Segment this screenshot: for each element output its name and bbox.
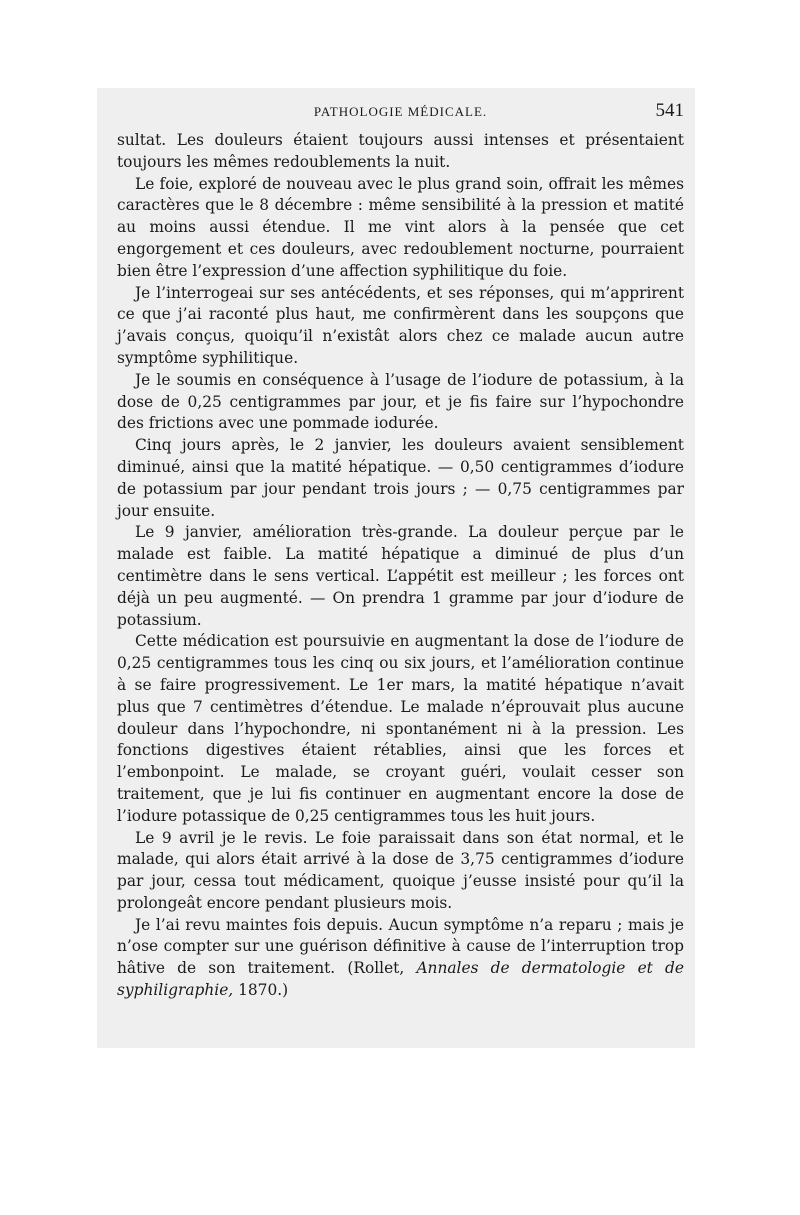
paragraph-conclusion [117,915,684,1002]
page-number: 541 [655,100,684,121]
paragraph-april-9: Le 9 avril je le revis. Le foie paraissait dans son état normal, et le malade, qui alors était arrivé à la dose de 3,75 centigrammes d’iodure par jour, cessa tout médicament, quoique j’eusse insisté pour qu’il la prolongeât encore pendant plusieurs mois. [117,828,684,912]
paragraph-treatment: Je le soumis en conséquence à l’usage de l’iodure de potassium, à la dose de 0,25 centigrammes par jour, et je fis faire sur l’hypochondre des frictions avec une pommade iodurée. [117,370,684,433]
paragraph-liver-exam: Le foie, exploré de nouveau avec le plus grand soin, offrait les mêmes caractères que le 8 décembre : même sensibilité à la pression et matité au moins aussi étendue. Il me vint alors à la pensée que cet engorgement et ces douleurs, avec redoublement nocturne, pourraient bien être l’expression d’une affection syphilitique du foie. [117,174,684,280]
paragraph-continuation: sultat. Les douleurs étaient toujours aussi intenses et présentaient toujours les mêmes redoublements la nuit. [117,131,684,171]
citation-title: Annales de dermatologie et de syphiligraphie, [117,959,685,1000]
paragraph-january-2: Cinq jours après, le 2 janvier, les douleurs avaient sensiblement diminué, ainsi que la matité hépatique. — 0,50 centigrammes d’iodure de potassium par jour pendant trois jours ; — 0,75 centigrammes par jour ensuite. [117,436,684,520]
paragraph-january-9: Le 9 janvier, amélioration très-grande. La douleur perçue par le malade est faible. La matité hépatique a diminué de plus d’un centimètre dans le sens vertical. L’appétit est meilleur ; les forces ont déjà un peu augmenté. — On prendra 1 gramme par jour d’iodure de potassium. [117,523,684,629]
citation-year: 1870.) [233,981,289,1000]
page-header [117,100,684,124]
running-title: PATHOLOGIE MÉDICALE. [313,104,488,119]
paragraph-progress: Cette médication est poursuivie en augmentant la dose de l’iodure de 0,25 centigrammes tous les cinq ou six jours, et l’amélioration continue à se faire progressivement. Le 1er mars, la matité hépatique n’avait plus que 7 centimètres d’étendue. Le malade n’éprouvait plus aucune douleur dans l’hypochondre, ni spontanément ni à la pression. Les fonctions digestives étaient rétablies, ainsi que les forces et l’embonpoint. Le malade, se croyant guéri, voulait cesser son traitement, que je lui fis continuer en augmentant encore la dose de l’iodure potassique de 0,25 centigrammes tous les huit jours. [117,632,684,825]
paragraph-history: Je l’interrogeai sur ses antécédents, et ses réponses, qui m’apprirent ce que j’ai raconté plus haut, me confirmèrent dans les soupçons que j’avais conçus, quoiqu’il n’existât alors chez ce malade aucun autre symptôme syphilitique. [117,283,684,367]
body-text [117,130,684,1002]
conclusion-text: Je l’ai revu maintes fois depuis. Aucun symptôme n’a reparu ; mais je n’ose compter sur une guérison définitive à cause de l’interruption trop hâtive de son traitement. (Rollet, [117,915,684,978]
